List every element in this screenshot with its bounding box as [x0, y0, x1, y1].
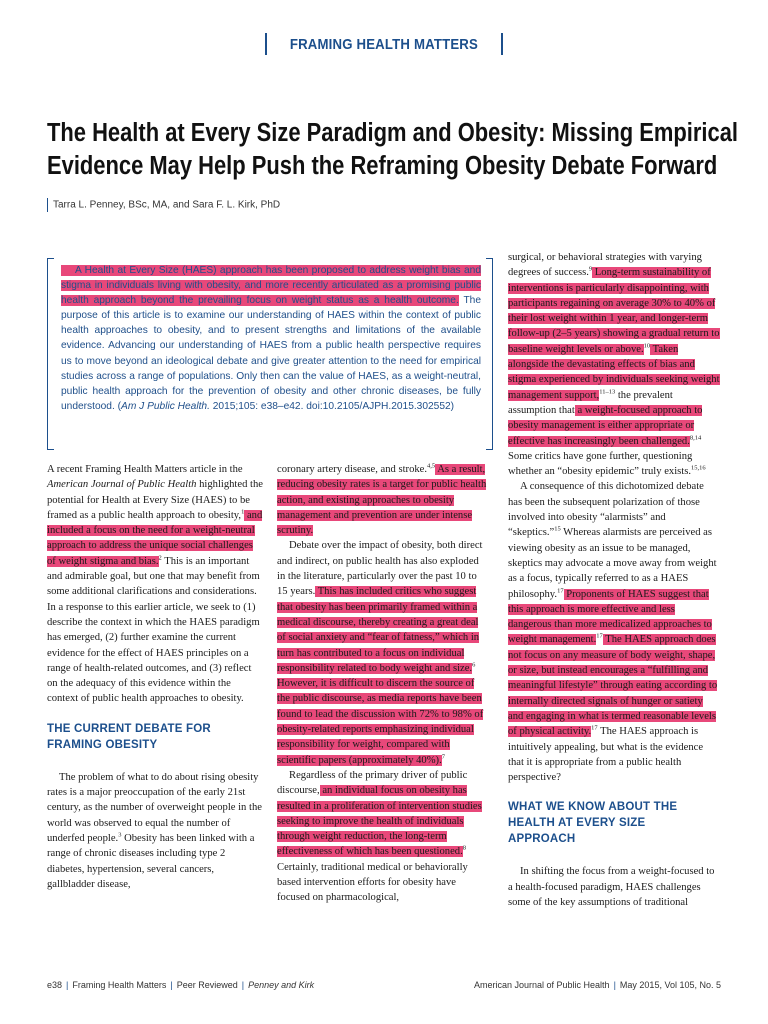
article-title	[47, 117, 739, 183]
citation-ref: 1	[241, 508, 245, 516]
citation-ref: 7	[441, 753, 445, 761]
column-2	[277, 462, 487, 906]
text: A consequence of this dichotomized debate has been the subsequent polarization of those involved into obesity “alarmists” and “skeptics.”	[508, 481, 704, 539]
section-heading: THE CURRENT DEBATE FOR FRAMING OBESITY	[47, 722, 211, 751]
citation-ref: 11–13	[599, 388, 616, 396]
paragraph	[277, 462, 487, 538]
citation-ref: 2	[158, 554, 162, 562]
paragraph	[277, 538, 487, 767]
abstract	[47, 258, 493, 453]
footer-separator: |	[170, 980, 173, 990]
text: In shifting the focus from a weight-focused to a health-focused paradigm, HAES challenges some of the key assumptions of traditional	[508, 866, 715, 908]
text: Some critics have gone further, questioning whether an “obesity epidemic” truly exists.	[508, 450, 693, 478]
highlighted-text: an individual focus on obesity has resulted in a proliferation of intervention studies seeking to improve the health of individuals through weight reduction, the long-term effectiveness of which has been questioned.	[277, 785, 482, 858]
highlighted-text: Proponents of HAES suggest that this approach is more effective and less dangerous than more medicalized approaches to weight management.	[508, 588, 712, 646]
highlighted-text: a weight-focused approach to obesity management is either appropriate or effective has increasingly been challenged.	[508, 404, 703, 447]
column-1	[47, 462, 263, 892]
section-header-text: FRAMING HEALTH MATTERS	[289, 35, 479, 53]
text: Obesity has been linked with a range of chronic diseases including type 2 diabetes, hypertension, several cancers, gallbladder disease,	[47, 832, 255, 890]
abstract-bracket-left	[47, 258, 54, 450]
paragraph	[508, 864, 720, 910]
title-line-1: The Health at Every Size Paradigm and Obesity: Missing Empirical	[47, 119, 739, 147]
title-line-2: Evidence May Help Push the Reframing Obesity Debate Forward	[47, 152, 718, 180]
abstract-text	[61, 263, 481, 414]
highlighted-text: and included a focus on the need for a weight-neutral approach to address the unique social challenges of weight stigma and bias.	[47, 509, 263, 567]
paragraph	[47, 462, 263, 707]
footer-review: Peer Reviewed	[176, 980, 238, 990]
abstract-highlight: A Health at Every Size (HAES) approach has been proposed to address weight bias and stigma in individuals living with obesity, and more recently articulated as a promising public health approach beyond the prevailing focus on weight status as a health outcome.	[61, 265, 481, 307]
paragraph	[277, 768, 487, 906]
highlighted-text: This has included critics who suggest that obesity has been primarily framed within a medical discourse, thereby creating a great deal of social anxiety and “fear of fatness,” which in turn has contributed to a focus on individual responsibility related to body weight and size.	[277, 586, 480, 674]
paragraph	[508, 479, 720, 785]
abstract-bracket-right	[486, 258, 493, 450]
column-3	[508, 250, 720, 910]
citation-ref: 3	[118, 831, 122, 839]
authors-text: Tarra L. Penney, BSc, MA, and Sara F. L. Kirk, PhD	[53, 199, 281, 211]
citation-ref: 17	[591, 724, 598, 732]
footer-left	[47, 980, 314, 990]
citation-ref: 10	[643, 342, 651, 350]
footer-separator: |	[241, 980, 245, 990]
text: Certainly, traditional medical or behaviorally based intervention efforts for obesity have focused on pharmacological,	[277, 861, 468, 904]
text: A recent Framing Health Matters article in the	[47, 464, 243, 475]
highlighted-text: As a result, reducing obesity rates is a target for public health action, and existing approaches to obesity management and prevention are under intense scrutiny.	[277, 464, 487, 537]
text: highlighted the potential for Health at Every Size (HAES) to be framed as a public health approach to obesity,	[47, 479, 263, 521]
text: the prevalent assumption that	[508, 389, 673, 416]
footer-authors: Penney and Kirk	[248, 980, 315, 990]
citation-ref: 4,5	[427, 462, 436, 470]
section-heading: WHAT WE KNOW ABOUT THE HEALTH AT EVERY SIZE APPROACH	[508, 801, 678, 846]
paragraph	[47, 770, 263, 892]
citation-ref: 9	[588, 265, 593, 273]
header-bar-left	[265, 33, 267, 55]
text: Regardless of the primary driver of public discourse,	[277, 769, 468, 797]
citation-ref: 17	[596, 632, 603, 640]
highlighted-text: However, it is difficult to discern the source of the public discourse, as media reports have been found to lead the discussion with 72% to 98% of obesity-related reports emphasizing individual responsibility for weight, compared with scientific papers (approximately 40%).	[277, 678, 484, 766]
highlighted-text: The HAES approach does not focus on any measure of body weight, shape, or size, but instead encourages a “fulfilling and meaningful lifestyle” through eating according to internally directed signals of hunger or satiety and engaging in what is termed reasonable levels of physical activity.	[508, 634, 718, 738]
author-bar	[47, 198, 48, 212]
citation-ref: 15	[554, 525, 561, 533]
citation-ref: 6	[472, 661, 476, 669]
text: Debate over the impact of obesity, both direct and indirect, on public health has also exploded in the literature, particularly over the past 10 to 15 years.	[277, 540, 483, 598]
citation-ref: 17	[557, 587, 564, 594]
text: Whereas alarmists are perceived as viewing obesity as an issue to be managed, skeptics may advocate a move away from weight as a focus, typically referred to as a HAES philosophy.	[508, 527, 717, 600]
text: This is an important and admirable goal, but one that may benefit from some additional clarifications and considerations. In a response to this earlier article, we seek to (1) describe the context in which the HAES paradigm has emerged, (2) further examine the current evidence for the effect of HAES principles on a range of health-related outcomes, and (3) reflect on the adequacy of this evidence within the context of public health approaches to obesity.	[47, 555, 260, 705]
section-header	[0, 33, 768, 55]
footer-right	[474, 980, 721, 990]
page-number: e38	[47, 980, 63, 990]
footer-issue: May 2015, Vol 105, No. 5	[619, 980, 721, 990]
footer-separator: |	[66, 980, 69, 990]
text: The HAES approach is intuitively appealing, but what is the evidence that it is appropriate from a public health perspective?	[508, 726, 704, 784]
footer-separator: |	[613, 980, 616, 990]
abstract-citation: 2015;105: e38–e42. doi:10.2105/AJPH.2015.302552)	[209, 400, 455, 412]
abstract-journal: Am J Public Health.	[121, 400, 210, 412]
highlighted-text: Taken alongside the devastating effects of bias and stigma experienced by individuals seeking weight management support,	[508, 343, 720, 401]
text: The problem of what to do about rising obesity rates is a major preoccupation of the early 21st century, as the number of overweight people in the world was observed to equal the number of underfed people.	[47, 771, 262, 844]
footer-section: Framing Health Matters	[72, 980, 167, 990]
citation-ref: 8	[462, 844, 466, 852]
author-line	[47, 198, 280, 212]
citation-ref: 8,14	[689, 434, 702, 442]
footer-journal: American Journal of Public Health	[474, 980, 610, 990]
abstract-body: The purpose of this article is to examine our understanding of HAES within the context of public health approaches to obesity, and to present strengths and limitations of the available evidence. Advancing our understanding of HAES from a public health perspective requires us to move beyond an ideological debate and give greater attention to the need for empirical studies across a range of populations. Only then can the value of HAES, as a weight-neutral, public health approach for the prevention of obesity and other chronic diseases, be fully understood. (	[61, 295, 481, 412]
citation-ref: 15,16	[690, 464, 706, 472]
highlighted-text: Long-term sustainability of interventions is particularly disappointing, with participants regaining on average 30% to 40% of their lost weight within 1 year, and longer-term follow-up (2–5 years) showing a gradual return to baseline weight levels or above.	[508, 267, 720, 355]
text: coronary artery disease, and stroke.	[277, 464, 428, 475]
header-bar-right	[501, 33, 503, 55]
text: surgical, or behavioral strategies with varying degrees of success.	[508, 252, 702, 279]
journal-name: American Journal of Public Health	[47, 479, 197, 491]
paragraph	[508, 250, 720, 479]
